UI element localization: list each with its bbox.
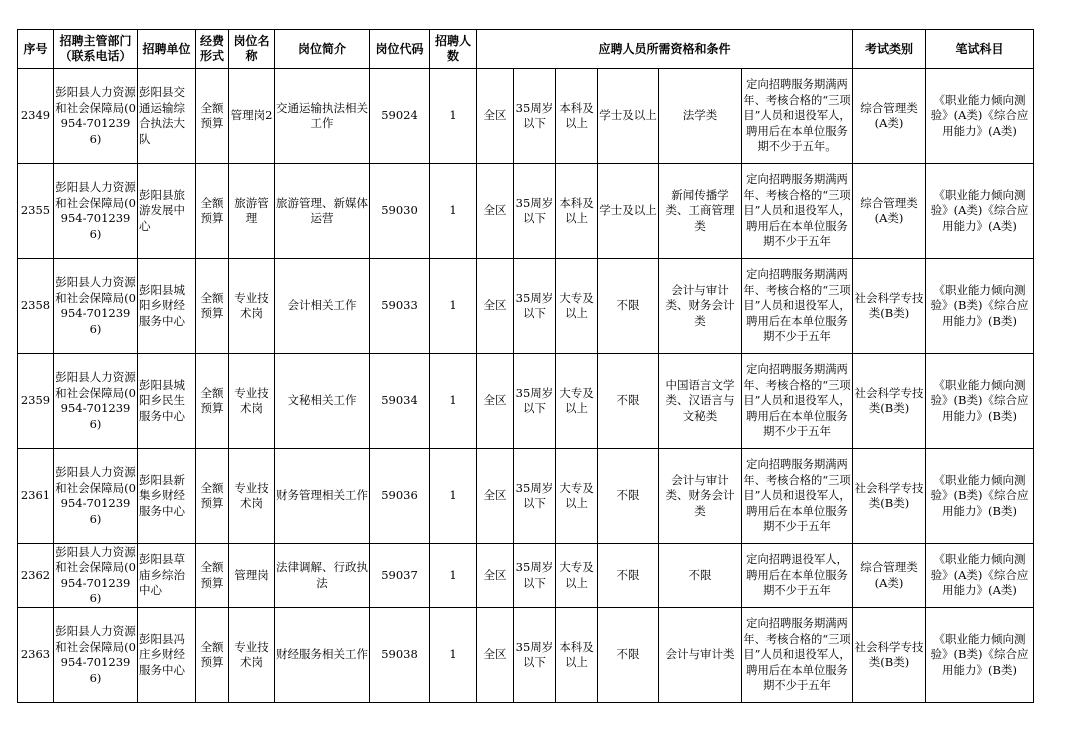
cell-dept: 彭阳县人力资源和社会保障局(0954-7012396) — [54, 449, 138, 544]
cell-funding: 全额预算 — [196, 449, 229, 544]
cell-post-name: 专业技术岗 — [229, 259, 275, 354]
cell-dept: 彭阳县人力资源和社会保障局(0954-7012396) — [54, 69, 138, 164]
cell-dept: 彭阳县人力资源和社会保障局(0954-7012396) — [54, 259, 138, 354]
cell-major: 会计与审计类 — [659, 608, 742, 703]
cell-post-code: 59037 — [370, 544, 430, 608]
cell-post-desc: 文秘相关工作 — [275, 354, 370, 449]
document-page — [17, 29, 1034, 703]
cell-seq: 2363 — [18, 608, 54, 703]
cell-other-conditions: 定向招聘服务期满两年、考核合格的“三项目”人员和退役军人，聘用后在本单位服务期不少于五年 — [742, 259, 853, 354]
cell-region: 全区 — [477, 449, 514, 544]
cell-exam-type: 综合管理类(A类) — [853, 164, 926, 259]
cell-unit: 彭阳县城阳乡民生服务中心 — [138, 354, 196, 449]
cell-age: 35周岁以下 — [514, 69, 556, 164]
header-exam-subject: 笔试科目 — [926, 30, 1034, 69]
cell-degree: 学士及以上 — [598, 164, 659, 259]
cell-exam-subject: 《职业能力倾向测验》(B类)《综合应用能力》(B类) — [926, 354, 1034, 449]
cell-age: 35周岁以下 — [514, 449, 556, 544]
cell-exam-type: 综合管理类(A类) — [853, 544, 926, 608]
table-row — [18, 164, 1034, 259]
cell-major: 会计与审计类、财务会计类 — [659, 449, 742, 544]
cell-post-desc: 会计相关工作 — [275, 259, 370, 354]
cell-education: 本科及以上 — [556, 164, 598, 259]
cell-seq: 2359 — [18, 354, 54, 449]
cell-education: 本科及以上 — [556, 608, 598, 703]
cell-dept: 彭阳县人力资源和社会保障局(0954-7012396) — [54, 164, 138, 259]
header-post-name: 岗位名称 — [229, 30, 275, 69]
cell-major: 中国语言文学类、汉语言与文秘类 — [659, 354, 742, 449]
cell-post-desc: 旅游管理、新媒体运营 — [275, 164, 370, 259]
cell-region: 全区 — [477, 259, 514, 354]
cell-degree: 不限 — [598, 259, 659, 354]
cell-region: 全区 — [477, 164, 514, 259]
cell-region: 全区 — [477, 69, 514, 164]
cell-unit: 彭阳县城阳乡财经服务中心 — [138, 259, 196, 354]
recruitment-table — [17, 29, 1034, 703]
cell-education: 大专及以上 — [556, 449, 598, 544]
table-row — [18, 259, 1034, 354]
cell-exam-type: 社会科学专技类(B类) — [853, 354, 926, 449]
cell-other-conditions: 定向招聘服务期满两年、考核合格的“三项目”人员和退役军人，聘用后在本单位服务期不少于五年 — [742, 608, 853, 703]
table-row — [18, 449, 1034, 544]
header-post-code: 岗位代码 — [370, 30, 430, 69]
cell-post-code: 59024 — [370, 69, 430, 164]
header-conditions: 应聘人员所需资格和条件 — [477, 30, 853, 69]
cell-exam-type: 社会科学专技类(B类) — [853, 608, 926, 703]
cell-post-code: 59036 — [370, 449, 430, 544]
cell-count: 1 — [430, 608, 477, 703]
cell-count: 1 — [430, 69, 477, 164]
cell-unit: 彭阳县草庙乡综治中心 — [138, 544, 196, 608]
cell-region: 全区 — [477, 608, 514, 703]
cell-other-conditions: 定向招聘服务期满两年、考核合格的“三项目”人员和退役军人，聘用后在本单位服务期不少于五年 — [742, 449, 853, 544]
cell-post-code: 59030 — [370, 164, 430, 259]
header-unit: 招聘单位 — [138, 30, 196, 69]
cell-post-desc: 财经服务相关工作 — [275, 608, 370, 703]
header-post-desc: 岗位简介 — [275, 30, 370, 69]
header-seq: 序号 — [18, 30, 54, 69]
cell-count: 1 — [430, 449, 477, 544]
cell-exam-type: 综合管理类(A类) — [853, 69, 926, 164]
cell-post-name: 管理岗 — [229, 544, 275, 608]
cell-major: 不限 — [659, 544, 742, 608]
cell-funding: 全额预算 — [196, 259, 229, 354]
cell-post-code: 59033 — [370, 259, 430, 354]
cell-seq: 2362 — [18, 544, 54, 608]
cell-post-desc: 法律调解、行政执法 — [275, 544, 370, 608]
cell-education: 大专及以上 — [556, 354, 598, 449]
cell-age: 35周岁以下 — [514, 259, 556, 354]
cell-other-conditions: 定向招聘退役军人，聘用后在本单位服务期不少于五年 — [742, 544, 853, 608]
cell-post-name: 旅游管理 — [229, 164, 275, 259]
cell-degree: 学士及以上 — [598, 69, 659, 164]
cell-count: 1 — [430, 259, 477, 354]
cell-exam-type: 社会科学专技类(B类) — [853, 449, 926, 544]
header-dept: 招聘主管部门（联系电话） — [54, 30, 138, 69]
cell-exam-subject: 《职业能力倾向测验》(B类)《综合应用能力》(B类) — [926, 259, 1034, 354]
cell-seq: 2349 — [18, 69, 54, 164]
cell-unit: 彭阳县冯庄乡财经服务中心 — [138, 608, 196, 703]
cell-exam-subject: 《职业能力倾向测验》(A类)《综合应用能力》(A类) — [926, 164, 1034, 259]
cell-funding: 全额预算 — [196, 608, 229, 703]
cell-education: 本科及以上 — [556, 69, 598, 164]
header-row — [18, 30, 1034, 69]
cell-major: 法学类 — [659, 69, 742, 164]
table-row — [18, 544, 1034, 608]
cell-funding: 全额预算 — [196, 544, 229, 608]
cell-post-name: 管理岗2 — [229, 69, 275, 164]
cell-post-code: 59038 — [370, 608, 430, 703]
cell-exam-subject: 《职业能力倾向测验》(B类)《综合应用能力》(B类) — [926, 449, 1034, 544]
cell-exam-subject: 《职业能力倾向测验》(A类)《综合应用能力》(A类) — [926, 544, 1034, 608]
cell-dept: 彭阳县人力资源和社会保障局(0954-7012396) — [54, 544, 138, 608]
cell-unit: 彭阳县交通运输综合执法大队 — [138, 69, 196, 164]
cell-count: 1 — [430, 544, 477, 608]
cell-post-name: 专业技术岗 — [229, 608, 275, 703]
cell-major: 新闻传播学类、工商管理类 — [659, 164, 742, 259]
cell-dept: 彭阳县人力资源和社会保障局(0954-7012396) — [54, 354, 138, 449]
cell-post-desc: 财务管理相关工作 — [275, 449, 370, 544]
cell-unit: 彭阳县新集乡财经服务中心 — [138, 449, 196, 544]
cell-funding: 全额预算 — [196, 69, 229, 164]
cell-age: 35周岁以下 — [514, 354, 556, 449]
cell-unit: 彭阳县旅游发展中心 — [138, 164, 196, 259]
cell-exam-subject: 《职业能力倾向测验》(A类)《综合应用能力》(A类) — [926, 69, 1034, 164]
cell-degree: 不限 — [598, 354, 659, 449]
cell-post-desc: 交通运输执法相关工作 — [275, 69, 370, 164]
cell-degree: 不限 — [598, 449, 659, 544]
cell-seq: 2355 — [18, 164, 54, 259]
cell-region: 全区 — [477, 354, 514, 449]
table-row — [18, 354, 1034, 449]
cell-exam-subject: 《职业能力倾向测验》(B类)《综合应用能力》(B类) — [926, 608, 1034, 703]
cell-other-conditions: 定向招聘服务期满两年、考核合格的“三项目”人员和退役军人，聘用后在本单位服务期不少于五年。 — [742, 69, 853, 164]
cell-education: 大专及以上 — [556, 544, 598, 608]
cell-count: 1 — [430, 354, 477, 449]
cell-education: 大专及以上 — [556, 259, 598, 354]
cell-other-conditions: 定向招聘服务期满两年、考核合格的“三项目”人员和退役军人，聘用后在本单位服务期不少于五年 — [742, 354, 853, 449]
cell-post-code: 59034 — [370, 354, 430, 449]
table-row — [18, 69, 1034, 164]
cell-post-name: 专业技术岗 — [229, 354, 275, 449]
cell-dept: 彭阳县人力资源和社会保障局(0954-7012396) — [54, 608, 138, 703]
cell-age: 35周岁以下 — [514, 544, 556, 608]
cell-major: 会计与审计类、财务会计类 — [659, 259, 742, 354]
cell-post-name: 专业技术岗 — [229, 449, 275, 544]
cell-degree: 不限 — [598, 608, 659, 703]
header-exam-type: 考试类别 — [853, 30, 926, 69]
cell-exam-type: 社会科学专技类(B类) — [853, 259, 926, 354]
cell-seq: 2361 — [18, 449, 54, 544]
header-funding: 经费形式 — [196, 30, 229, 69]
cell-count: 1 — [430, 164, 477, 259]
cell-age: 35周岁以下 — [514, 164, 556, 259]
cell-other-conditions: 定向招聘服务期满两年、考核合格的“三项目”人员和退役军人，聘用后在本单位服务期不少于五年 — [742, 164, 853, 259]
cell-seq: 2358 — [18, 259, 54, 354]
table-row — [18, 608, 1034, 703]
cell-age: 35周岁以下 — [514, 608, 556, 703]
header-count: 招聘人数 — [430, 30, 477, 69]
cell-degree: 不限 — [598, 544, 659, 608]
cell-funding: 全额预算 — [196, 164, 229, 259]
cell-region: 全区 — [477, 544, 514, 608]
cell-funding: 全额预算 — [196, 354, 229, 449]
